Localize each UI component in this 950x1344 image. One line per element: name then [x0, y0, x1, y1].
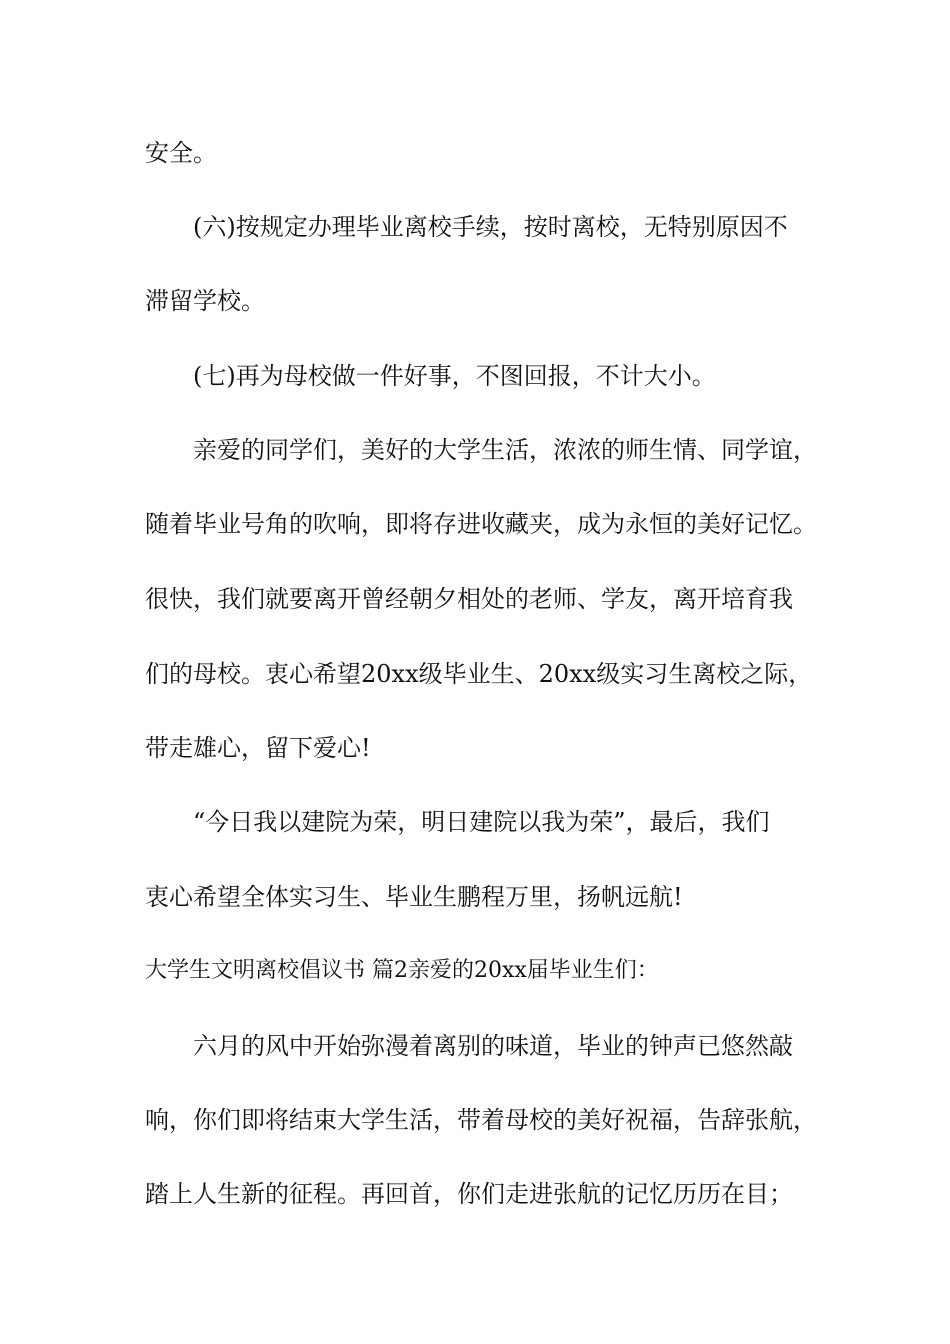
text-line: 响，你们即将结束大学生活，带着母校的美好祝福，告辞张航，	[145, 1106, 817, 1134]
section-heading-line: 大学生文明离校倡议书 篇2亲爱的20xx届毕业生们：	[145, 958, 659, 983]
text-line: 滞留学校。	[145, 287, 265, 315]
text-line: (七)再为母校做一件好事，不图回报，不计大小。	[193, 362, 716, 390]
text-line: 很快，我们就要离开曾经朝夕相处的老师、学友，离开培育我	[145, 585, 793, 613]
text-line: 衷心希望全体实习生、毕业生鹏程万里，扬帆远航!	[145, 883, 683, 911]
text-line: 踏上人生新的征程。再回首，你们走进张航的记忆历历在目；	[145, 1180, 793, 1208]
text-line: (六)按规定办理毕业离校手续，按时离校，无特别原因不	[193, 213, 788, 241]
text-line: 六月的风中开始弥漫着离别的味道，毕业的钟声已悠然敲	[193, 1032, 793, 1060]
text-line: 们的母校。衷心希望20xx级毕业生、20xx级实习生离校之际，	[145, 660, 813, 688]
text-line: 亲爱的同学们，美好的大学生活，浓浓的师生情、同学谊，	[193, 436, 817, 464]
text-line: “今日我以建院为荣，明日建院以我为荣”，最后，我们	[193, 808, 770, 836]
text-line: 安全。	[145, 139, 217, 167]
text-line: 随着毕业号角的吹响，即将存进收藏夹，成为永恒的美好记忆。	[145, 510, 817, 538]
text-line: 带走雄心，留下爱心!	[145, 734, 371, 762]
